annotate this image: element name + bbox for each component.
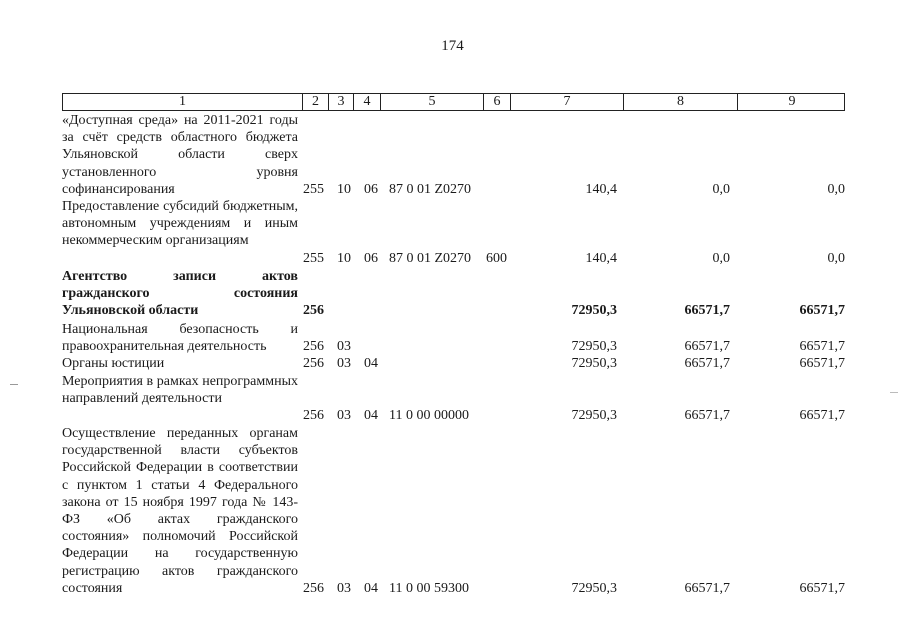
row-code-target: 87 0 01 Z0270 <box>389 181 472 197</box>
row-code-type: 600 <box>486 250 507 266</box>
row-code-admin: 255 <box>303 250 324 266</box>
row-amount-9: 66571,7 <box>799 580 845 596</box>
row-code-admin: 256 <box>303 580 324 596</box>
row-amount-7: 72950,3 <box>571 408 617 424</box>
row-code-subsection: 04 <box>364 356 378 371</box>
row-code-section: 03 <box>337 580 351 596</box>
row-amount-9: 0,0 <box>827 181 845 197</box>
row-amount-8: 66571,7 <box>684 408 730 424</box>
row-amount-9: 66571,7 <box>799 356 845 371</box>
row-name: «Доступная среда» на 2011-2021 годы за счёт средств областного бюджета Ульяновской области сверх установленного уровня софинансирования <box>62 113 298 197</box>
row-amount-7: 72950,3 <box>571 580 617 596</box>
row-code-admin: 256 <box>303 303 324 319</box>
row-amount-9: 66571,7 <box>799 303 845 319</box>
row-amount-8: 66571,7 <box>684 580 730 596</box>
row-amount-8: 66571,7 <box>684 303 730 319</box>
row-name: Предоставление субсидий бюджетным, автономным учреждениям и иным некоммерческим организациям <box>62 199 298 249</box>
row-amount-9: 0,0 <box>827 250 845 266</box>
row-amount-8: 66571,7 <box>684 339 730 355</box>
header-col-5: 5 <box>381 94 484 110</box>
row-name: Осуществление переданных органам государственной власти субъектов Российской Федерации в соответствии с пунктом 1 статьи 4 Федерального закона от 15 ноября 1997 года № 143-ФЗ «Об актах гражданского состояния» полномочий Российской Федерации на государственную регистрацию актов гражданского состояния <box>62 426 298 596</box>
header-col-3: 3 <box>329 94 354 110</box>
row-code-target: 11 0 00 59300 <box>389 580 469 596</box>
row-amount-7: 72950,3 <box>571 356 617 371</box>
row-code-section: 10 <box>337 250 351 266</box>
row-amount-8: 0,0 <box>712 181 730 197</box>
row-name: Национальная безопасность и правоохранительная деятельность <box>62 322 298 355</box>
row-amount-7: 140,4 <box>585 250 617 266</box>
header-col-9: 9 <box>788 94 796 109</box>
row-code-target: 87 0 01 Z0270 <box>389 250 472 266</box>
row-amount-9: 66571,7 <box>799 408 845 424</box>
row-amount-8: 0,0 <box>712 250 730 266</box>
row-amount-8: 66571,7 <box>684 356 730 371</box>
row-name: Органы юстиции <box>62 356 165 371</box>
page-number: 174 <box>441 38 464 54</box>
header-col-4: 4 <box>354 94 381 110</box>
scan-mark <box>10 384 18 385</box>
header-col-7: 7 <box>511 94 624 110</box>
row-code-admin: 256 <box>303 356 324 371</box>
scan-mark <box>890 392 898 393</box>
row-code-section: 10 <box>337 181 351 197</box>
row-code-subsection: 04 <box>364 408 378 424</box>
row-code-subsection: 06 <box>364 181 378 197</box>
row-name: Агентство записи актов гражданского состояния Ульяновской области <box>62 269 298 319</box>
row-amount-9: 66571,7 <box>799 339 845 355</box>
row-code-subsection: 06 <box>364 250 378 266</box>
row-code-section: 03 <box>337 408 351 424</box>
row-amount-7: 72950,3 <box>571 339 617 355</box>
row-code-admin: 256 <box>303 339 324 355</box>
row-name: Мероприятия в рамках непрограммных направлений деятельности <box>62 374 298 407</box>
row-amount-7: 72950,3 <box>571 303 617 319</box>
row-code-section: 03 <box>337 339 351 355</box>
row-code-admin: 256 <box>303 408 324 424</box>
row-code-target: 11 0 00 00000 <box>389 408 469 424</box>
table-header <box>62 93 845 111</box>
header-col-1: 1 <box>63 94 303 110</box>
row-code-subsection: 04 <box>364 580 378 596</box>
row-amount-7: 140,4 <box>585 181 617 197</box>
header-col-8: 8 <box>624 94 738 110</box>
header-col-2: 2 <box>303 94 329 110</box>
row-code-section: 03 <box>337 356 351 371</box>
header-col-6: 6 <box>484 94 511 110</box>
row-code-admin: 255 <box>303 181 324 197</box>
